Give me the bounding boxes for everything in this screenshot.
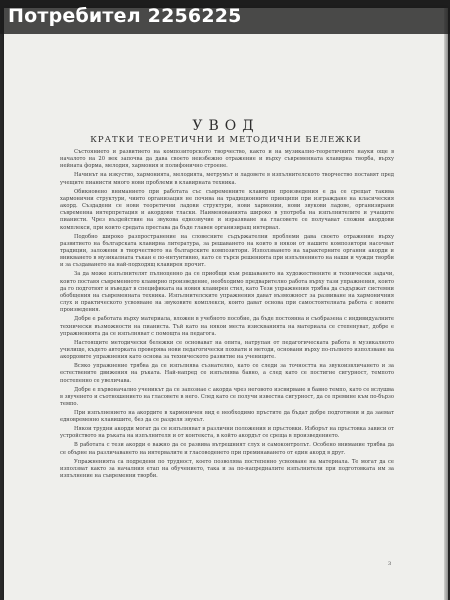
paragraph: За да може изпълнителят пълноценно да се приобщи към решаването на художествените и технически задачи, които поставя съвременното клавирно произведение, необходимо предварително работа върху тази упражнения, които да го подготвят и въведат в спецификата на новия клавирен стил, като Тези упражнения трябва да съдържат системни обобщения на съвременната техника. Изпълнителските упражнения дават възможност за развиване на хармоничния слух и практическото усвояване на звуковите комплекси, които дават основа при самостоятелната работа с новите произведения.: [60, 271, 394, 314]
body-text: [60, 149, 394, 482]
paragraph: Някои трудни акорди могат да се изпълняват в различни положения и пръстовки. Изборът на пръстовка зависи от устройството на ръката на изпълнителя и от контекста, в който акордът се среща в произведението.: [60, 426, 394, 440]
paragraph: Начинът на изкуство, хармонията, мелодията, метрумът и ладовете в изпълнителското творчество поставят пред учещите пианисти много нови проблеми в клавирната техника.: [60, 172, 394, 186]
document-page: [4, 8, 448, 600]
page-subtitle: КРАТКИ ТЕОРЕТИЧНИ И МЕТОДИЧНИ БЕЛЕЖКИ: [90, 135, 362, 145]
paragraph: Състоянието и развитието на композиторското творчество, както и на музикално-теоретичните науки още в началото на 20 век започва да дава своето неизбежно отражение и върху съвременната клавирна творба, върху нейната форма, мелодия, хармония и полифонично строене.: [60, 149, 394, 170]
paragraph: Упражненията са подредени по трудност, което позволява постепенно усвояване на материала. Те могат да се използват както за началния етап на обучението, така и за по-напредналите изпълнители при подготовката им за изпълнение на съвременни творби.: [60, 458, 394, 480]
page-edge-shadow: [444, 8, 448, 600]
page-title: УВОД: [192, 118, 260, 134]
paragraph: Добре е работата върху материала, вложен в учебното пособие, да бъде постоянна и съобразена с индивидуалните технически възможности на пианиста. Тъй като на някои места изискванията на материала се степенуват, добре е упражненията да се изпълняват с помощта на педагога.: [60, 316, 394, 337]
seller-username[interactable]: Потребител 2256225: [8, 5, 242, 27]
paragraph: Обикновено вниманието при работата със съвременните клавирни произведения е да се срещат такива хармонични структури, чиито организация не почива на традиционните принципи при изграждане на класическия акорд. Създадени се нови теоретични ладови структури, нови хармонии, нови звукови ладове, организирани съвременна интерпретация и акордови тласки. Наименованията широко в употреба на изпълнителите и учащите пианисти. Чрез въздействие на звукова еднозвучие и изразяване на гласовете се получават сложни акордови комплекси, при които средата престава да бъде главен организиращ интервал.: [60, 188, 394, 231]
paragraph: Настоящите методически бележки се основават на опита, натрупан от педагогическата работа в музикалното училище, където авторката проверява нови педагогически похвати и методи, основани върху по-пълното използване на акордовите упражнения като основа за техническото развитие на учениците.: [60, 339, 394, 361]
paragraph: Всяко упражнение трябва да се изпълнява съзнателно, като се следи за точността на звукоизвличането и за естествените движения на ръката. Най-напред се изпълнява бавно, а след като се постигне сигурност, темпото постепенно се увеличава.: [60, 363, 394, 384]
page-number: 3: [388, 561, 392, 567]
seller-banner: [0, 0, 450, 34]
paragraph: Добре е първоначално ученикът да се запознае с акорда чрез неговото изсвирване в бавно темпо, като се вслушва в звученето и съотношението на гласовете в него. След като се получи известна сигурност, да се премине към по-бързо темпо.: [60, 386, 394, 408]
paragraph: При изпълнението на акордите в хармоничен вид е необходимо пръстите да бъдат добре подготвени и да заемат едновременно клавишите, без да се разделя звукът.: [60, 410, 394, 424]
paragraph: Подобно широко разпространение на словесните съдържателни проблеми дава своето отражение върху развитието на българската клавирна литература, за решаването на които в някои от нашите композитори насочват традиции, заложени в творчеството на българските композитори. Използването на характерните органни акорди и вникването в музикалната тъкан е по-интуитивно, като се търси решенията при изпълнението на наши и чужди творби и за създаването на най-подходящ клавирен прочит.: [60, 233, 394, 269]
paragraph: В работата с тези акорди е важно да се развива вътрешният слух и самоконтролът. Особено внимание трябва да се обърне на различаването на интервалите и гласоводенето при преминаването от един акорд в друг.: [60, 442, 394, 456]
